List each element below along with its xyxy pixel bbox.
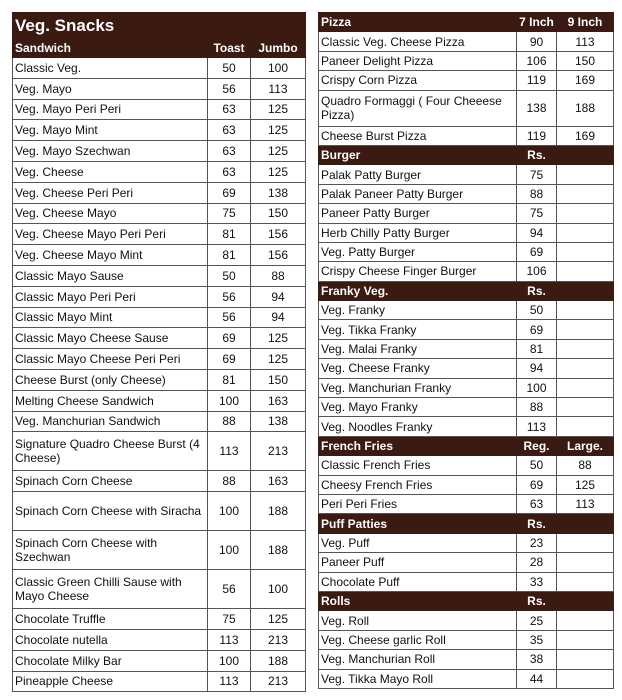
item-price: 106 — [517, 51, 557, 70]
item-price: 113 — [251, 78, 306, 99]
item-price: 56 — [208, 307, 251, 328]
item-name: Veg. Mayo Mint — [13, 120, 208, 141]
menu-item-row — [319, 90, 614, 126]
item-price: 113 — [557, 32, 614, 51]
item-price: 81 — [208, 369, 251, 390]
menu-item-row — [13, 245, 306, 266]
item-price: 33 — [517, 572, 557, 591]
item-price — [557, 359, 614, 378]
item-price: 213 — [251, 629, 306, 650]
menu-item-row — [13, 182, 306, 203]
menu-item-row — [13, 609, 306, 630]
item-price: 213 — [251, 671, 306, 692]
item-price: 156 — [251, 245, 306, 266]
item-name: Veg. Mayo Szechwan — [13, 141, 208, 162]
item-price — [557, 223, 614, 242]
menu-item-row — [13, 307, 306, 328]
item-price: 69 — [208, 328, 251, 349]
table-title-row — [13, 13, 306, 39]
item-price: 63 — [517, 494, 557, 513]
item-price — [557, 301, 614, 320]
section-header-sandwich — [13, 39, 306, 58]
section-header-burger — [319, 145, 614, 164]
menu-item-row — [13, 161, 306, 182]
item-name: Veg. Manchurian Franky — [319, 378, 517, 397]
menu-item-row — [319, 611, 614, 630]
column-header — [557, 591, 614, 610]
section-header-pizza — [319, 13, 614, 32]
item-price: 63 — [208, 120, 251, 141]
item-name: Veg. Patty Burger — [319, 242, 517, 261]
item-name: Classic Mayo Cheese Sause — [13, 328, 208, 349]
item-name: Chocolate Puff — [319, 572, 517, 591]
item-name: Veg. Cheese Mayo Peri Peri — [13, 224, 208, 245]
item-price: 125 — [251, 349, 306, 370]
item-price: 119 — [517, 126, 557, 145]
item-price: 50 — [517, 301, 557, 320]
item-name: Chocolate nutella — [13, 629, 208, 650]
item-price: 69 — [517, 320, 557, 339]
menu-item-row — [319, 32, 614, 51]
section-title: Sandwich — [13, 39, 208, 58]
item-price: 150 — [557, 51, 614, 70]
item-name: Classic French Fries — [319, 456, 517, 475]
item-price — [557, 242, 614, 261]
item-name: Veg. Mayo Peri Peri — [13, 99, 208, 120]
veg-snacks-table — [12, 12, 306, 692]
column-header: Large. — [557, 436, 614, 455]
section-title: Burger — [319, 145, 517, 164]
item-name: Classic Mayo Peri Peri — [13, 286, 208, 307]
item-price: 188 — [251, 492, 306, 531]
item-name: Crispy Cheese Finger Burger — [319, 262, 517, 281]
item-price: 56 — [208, 286, 251, 307]
menu-item-row — [319, 398, 614, 417]
item-price — [557, 669, 614, 688]
menu-item-row — [319, 262, 614, 281]
column-header: Toast — [208, 39, 251, 58]
item-price: 100 — [251, 570, 306, 609]
column-header: Reg. — [517, 436, 557, 455]
menu-item-row — [13, 328, 306, 349]
item-price: 75 — [517, 204, 557, 223]
item-name: Cheese Burst Pizza — [319, 126, 517, 145]
item-price: 75 — [517, 165, 557, 184]
section-header-puff-patties — [319, 514, 614, 533]
menu-item-row — [319, 378, 614, 397]
item-price: 100 — [208, 390, 251, 411]
item-name: Veg. Cheese Peri Peri — [13, 182, 208, 203]
menu-item-row — [319, 51, 614, 70]
item-price: 63 — [208, 141, 251, 162]
item-price: 44 — [517, 669, 557, 688]
item-name: Veg. Cheese Franky — [319, 359, 517, 378]
item-price: 125 — [251, 161, 306, 182]
menu-item-row — [13, 432, 306, 471]
item-price: 100 — [517, 378, 557, 397]
item-price — [557, 398, 614, 417]
menu-item-row — [13, 390, 306, 411]
item-price: 169 — [557, 71, 614, 90]
menu-item-row — [13, 492, 306, 531]
section-title: French Fries — [319, 436, 517, 455]
item-price — [557, 553, 614, 572]
menu-item-row — [319, 242, 614, 261]
menu-item-row — [319, 572, 614, 591]
item-price: 213 — [251, 432, 306, 471]
item-name: Veg. Mayo — [13, 78, 208, 99]
item-name: Veg. Cheese Mayo Mint — [13, 245, 208, 266]
menu-item-row — [319, 71, 614, 90]
item-name: Veg. Puff — [319, 533, 517, 552]
menu-item-row — [13, 58, 306, 79]
item-price — [557, 184, 614, 203]
menu-item-row — [13, 471, 306, 492]
menu-item-row — [319, 650, 614, 669]
item-price: 88 — [208, 471, 251, 492]
item-price — [557, 378, 614, 397]
item-price: 100 — [208, 650, 251, 671]
item-name: Spinach Corn Cheese with Siracha — [13, 492, 208, 531]
item-price: 75 — [208, 609, 251, 630]
item-price: 188 — [251, 531, 306, 570]
item-price: 138 — [251, 182, 306, 203]
item-price: 150 — [251, 369, 306, 390]
item-price: 113 — [208, 629, 251, 650]
item-price: 119 — [517, 71, 557, 90]
item-name: Paneer Patty Burger — [319, 204, 517, 223]
item-price: 163 — [251, 471, 306, 492]
item-name: Chocolate Milky Bar — [13, 650, 208, 671]
item-price: 69 — [208, 349, 251, 370]
section-header-french-fries — [319, 436, 614, 455]
item-name: Veg. Cheese — [13, 161, 208, 182]
item-price — [557, 572, 614, 591]
menu-item-row — [319, 339, 614, 358]
item-price: 100 — [208, 492, 251, 531]
item-price: 50 — [208, 265, 251, 286]
item-name: Classic Mayo Sause — [13, 265, 208, 286]
menu-item-row — [319, 475, 614, 494]
item-price: 169 — [557, 126, 614, 145]
column-header: Rs. — [517, 514, 557, 533]
item-name: Paneer Puff — [319, 553, 517, 572]
menu-item-row — [13, 650, 306, 671]
item-name: Veg. Cheese garlic Roll — [319, 630, 517, 649]
item-price: 28 — [517, 553, 557, 572]
menu-item-row — [319, 359, 614, 378]
item-name: Veg. Tikka Mayo Roll — [319, 669, 517, 688]
column-header: Jumbo — [251, 39, 306, 58]
item-price — [557, 650, 614, 669]
item-price: 125 — [251, 99, 306, 120]
item-price: 56 — [208, 78, 251, 99]
item-price: 138 — [517, 90, 557, 126]
item-name: Veg. Noodles Franky — [319, 417, 517, 436]
item-price: 94 — [251, 286, 306, 307]
item-name: Classic Mayo Mint — [13, 307, 208, 328]
item-price — [557, 417, 614, 436]
item-price: 156 — [251, 224, 306, 245]
item-name: Melting Cheese Sandwich — [13, 390, 208, 411]
item-price: 113 — [517, 417, 557, 436]
item-price: 138 — [251, 411, 306, 432]
item-price: 94 — [517, 223, 557, 242]
item-price: 94 — [517, 359, 557, 378]
item-name: Signature Quadro Cheese Burst (4 Cheese) — [13, 432, 208, 471]
menu-item-row — [319, 165, 614, 184]
menu-item-row — [319, 204, 614, 223]
item-name: Veg. Cheese Mayo — [13, 203, 208, 224]
item-name: Pineapple Cheese — [13, 671, 208, 692]
item-price — [557, 630, 614, 649]
item-price: 63 — [208, 99, 251, 120]
column-header: Rs. — [517, 591, 557, 610]
item-name: Veg. Tikka Franky — [319, 320, 517, 339]
item-price: 113 — [208, 432, 251, 471]
item-price — [557, 339, 614, 358]
menu-item-row — [13, 120, 306, 141]
section-header-franky-veg — [319, 281, 614, 300]
item-price: 125 — [251, 328, 306, 349]
item-price: 125 — [251, 609, 306, 630]
menu-item-row — [319, 320, 614, 339]
menu-item-row — [319, 184, 614, 203]
item-name: Spinach Corn Cheese with Szechwan — [13, 531, 208, 570]
menu-item-row — [13, 141, 306, 162]
item-price — [557, 320, 614, 339]
item-price: 125 — [557, 475, 614, 494]
item-price: 100 — [208, 531, 251, 570]
column-header: 7 Inch — [517, 13, 557, 32]
menu-item-row — [13, 411, 306, 432]
item-price — [557, 533, 614, 552]
item-name: Veg. Franky — [319, 301, 517, 320]
item-name: Paneer Delight Pizza — [319, 51, 517, 70]
item-price: 88 — [251, 265, 306, 286]
section-title: Puff Patties — [319, 514, 517, 533]
item-price: 150 — [251, 203, 306, 224]
menu-item-row — [13, 203, 306, 224]
menu-item-row — [319, 301, 614, 320]
item-price: 90 — [517, 32, 557, 51]
menu-item-row — [319, 669, 614, 688]
column-header: Rs. — [517, 281, 557, 300]
item-name: Veg. Manchurian Roll — [319, 650, 517, 669]
menu-item-row — [319, 223, 614, 242]
menu-item-row — [319, 630, 614, 649]
item-price: 163 — [251, 390, 306, 411]
menu-item-row — [13, 629, 306, 650]
item-name: Classic Green Chilli Sause with Mayo Cheese — [13, 570, 208, 609]
item-name: Chocolate Truffle — [13, 609, 208, 630]
menu-item-row — [13, 349, 306, 370]
item-name: Quadro Formaggi ( Four Cheeese Pizza) — [319, 90, 517, 126]
item-price — [557, 165, 614, 184]
item-price: 188 — [251, 650, 306, 671]
section-header-rolls — [319, 591, 614, 610]
item-name: Spinach Corn Cheese — [13, 471, 208, 492]
item-price: 188 — [557, 90, 614, 126]
menu-item-row — [13, 99, 306, 120]
section-title: Pizza — [319, 13, 517, 32]
item-price: 125 — [251, 120, 306, 141]
item-price: 75 — [208, 203, 251, 224]
item-name: Crispy Corn Pizza — [319, 71, 517, 90]
item-price: 113 — [557, 494, 614, 513]
item-name: Classic Veg. — [13, 58, 208, 79]
menu-item-row — [13, 369, 306, 390]
item-name: Cheese Burst (only Cheese) — [13, 369, 208, 390]
item-price: 88 — [517, 184, 557, 203]
column-header: 9 Inch — [557, 13, 614, 32]
item-price: 23 — [517, 533, 557, 552]
item-price: 25 — [517, 611, 557, 630]
item-name: Veg. Roll — [319, 611, 517, 630]
menu-item-row — [319, 456, 614, 475]
menu-item-row — [319, 126, 614, 145]
section-title: Franky Veg. — [319, 281, 517, 300]
menu-item-row — [13, 531, 306, 570]
item-name: Palak Paneer Patty Burger — [319, 184, 517, 203]
item-name: Classic Mayo Cheese Peri Peri — [13, 349, 208, 370]
item-price: 88 — [557, 456, 614, 475]
item-name: Herb Chilly Patty Burger — [319, 223, 517, 242]
item-price: 88 — [208, 411, 251, 432]
item-price: 63 — [208, 161, 251, 182]
section-title: Rolls — [319, 591, 517, 610]
item-price — [557, 204, 614, 223]
item-name: Veg. Malai Franky — [319, 339, 517, 358]
column-header — [557, 514, 614, 533]
item-price: 81 — [208, 245, 251, 266]
menu-item-row — [13, 265, 306, 286]
menu-item-row — [319, 553, 614, 572]
item-price: 69 — [517, 242, 557, 261]
item-name: Veg. Mayo Franky — [319, 398, 517, 417]
right-menu-table — [318, 12, 614, 689]
item-price: 56 — [208, 570, 251, 609]
menu-item-row — [319, 417, 614, 436]
menu-item-row — [319, 533, 614, 552]
item-price: 88 — [517, 398, 557, 417]
item-price: 106 — [517, 262, 557, 281]
item-price: 125 — [251, 141, 306, 162]
menu-item-row — [13, 671, 306, 692]
item-name: Peri Peri Fries — [319, 494, 517, 513]
item-name: Palak Patty Burger — [319, 165, 517, 184]
item-name: Cheesy French Fries — [319, 475, 517, 494]
item-price — [557, 262, 614, 281]
item-price: 69 — [517, 475, 557, 494]
item-price: 81 — [517, 339, 557, 358]
item-price: 94 — [251, 307, 306, 328]
menu-item-row — [319, 494, 614, 513]
menu-item-row — [13, 78, 306, 99]
column-header — [557, 281, 614, 300]
item-name: Classic Veg. Cheese Pizza — [319, 32, 517, 51]
item-price: 69 — [208, 182, 251, 203]
item-price: 38 — [517, 650, 557, 669]
menu-title: Veg. Snacks — [13, 13, 208, 39]
item-price: 113 — [208, 671, 251, 692]
column-header — [557, 145, 614, 164]
item-price: 35 — [517, 630, 557, 649]
menu-item-row — [13, 286, 306, 307]
item-price: 50 — [517, 456, 557, 475]
item-price — [557, 611, 614, 630]
item-price: 50 — [208, 58, 251, 79]
item-name: Veg. Manchurian Sandwich — [13, 411, 208, 432]
item-price: 100 — [251, 58, 306, 79]
column-header: Rs. — [517, 145, 557, 164]
item-price: 81 — [208, 224, 251, 245]
menu-item-row — [13, 570, 306, 609]
menu-item-row — [13, 224, 306, 245]
